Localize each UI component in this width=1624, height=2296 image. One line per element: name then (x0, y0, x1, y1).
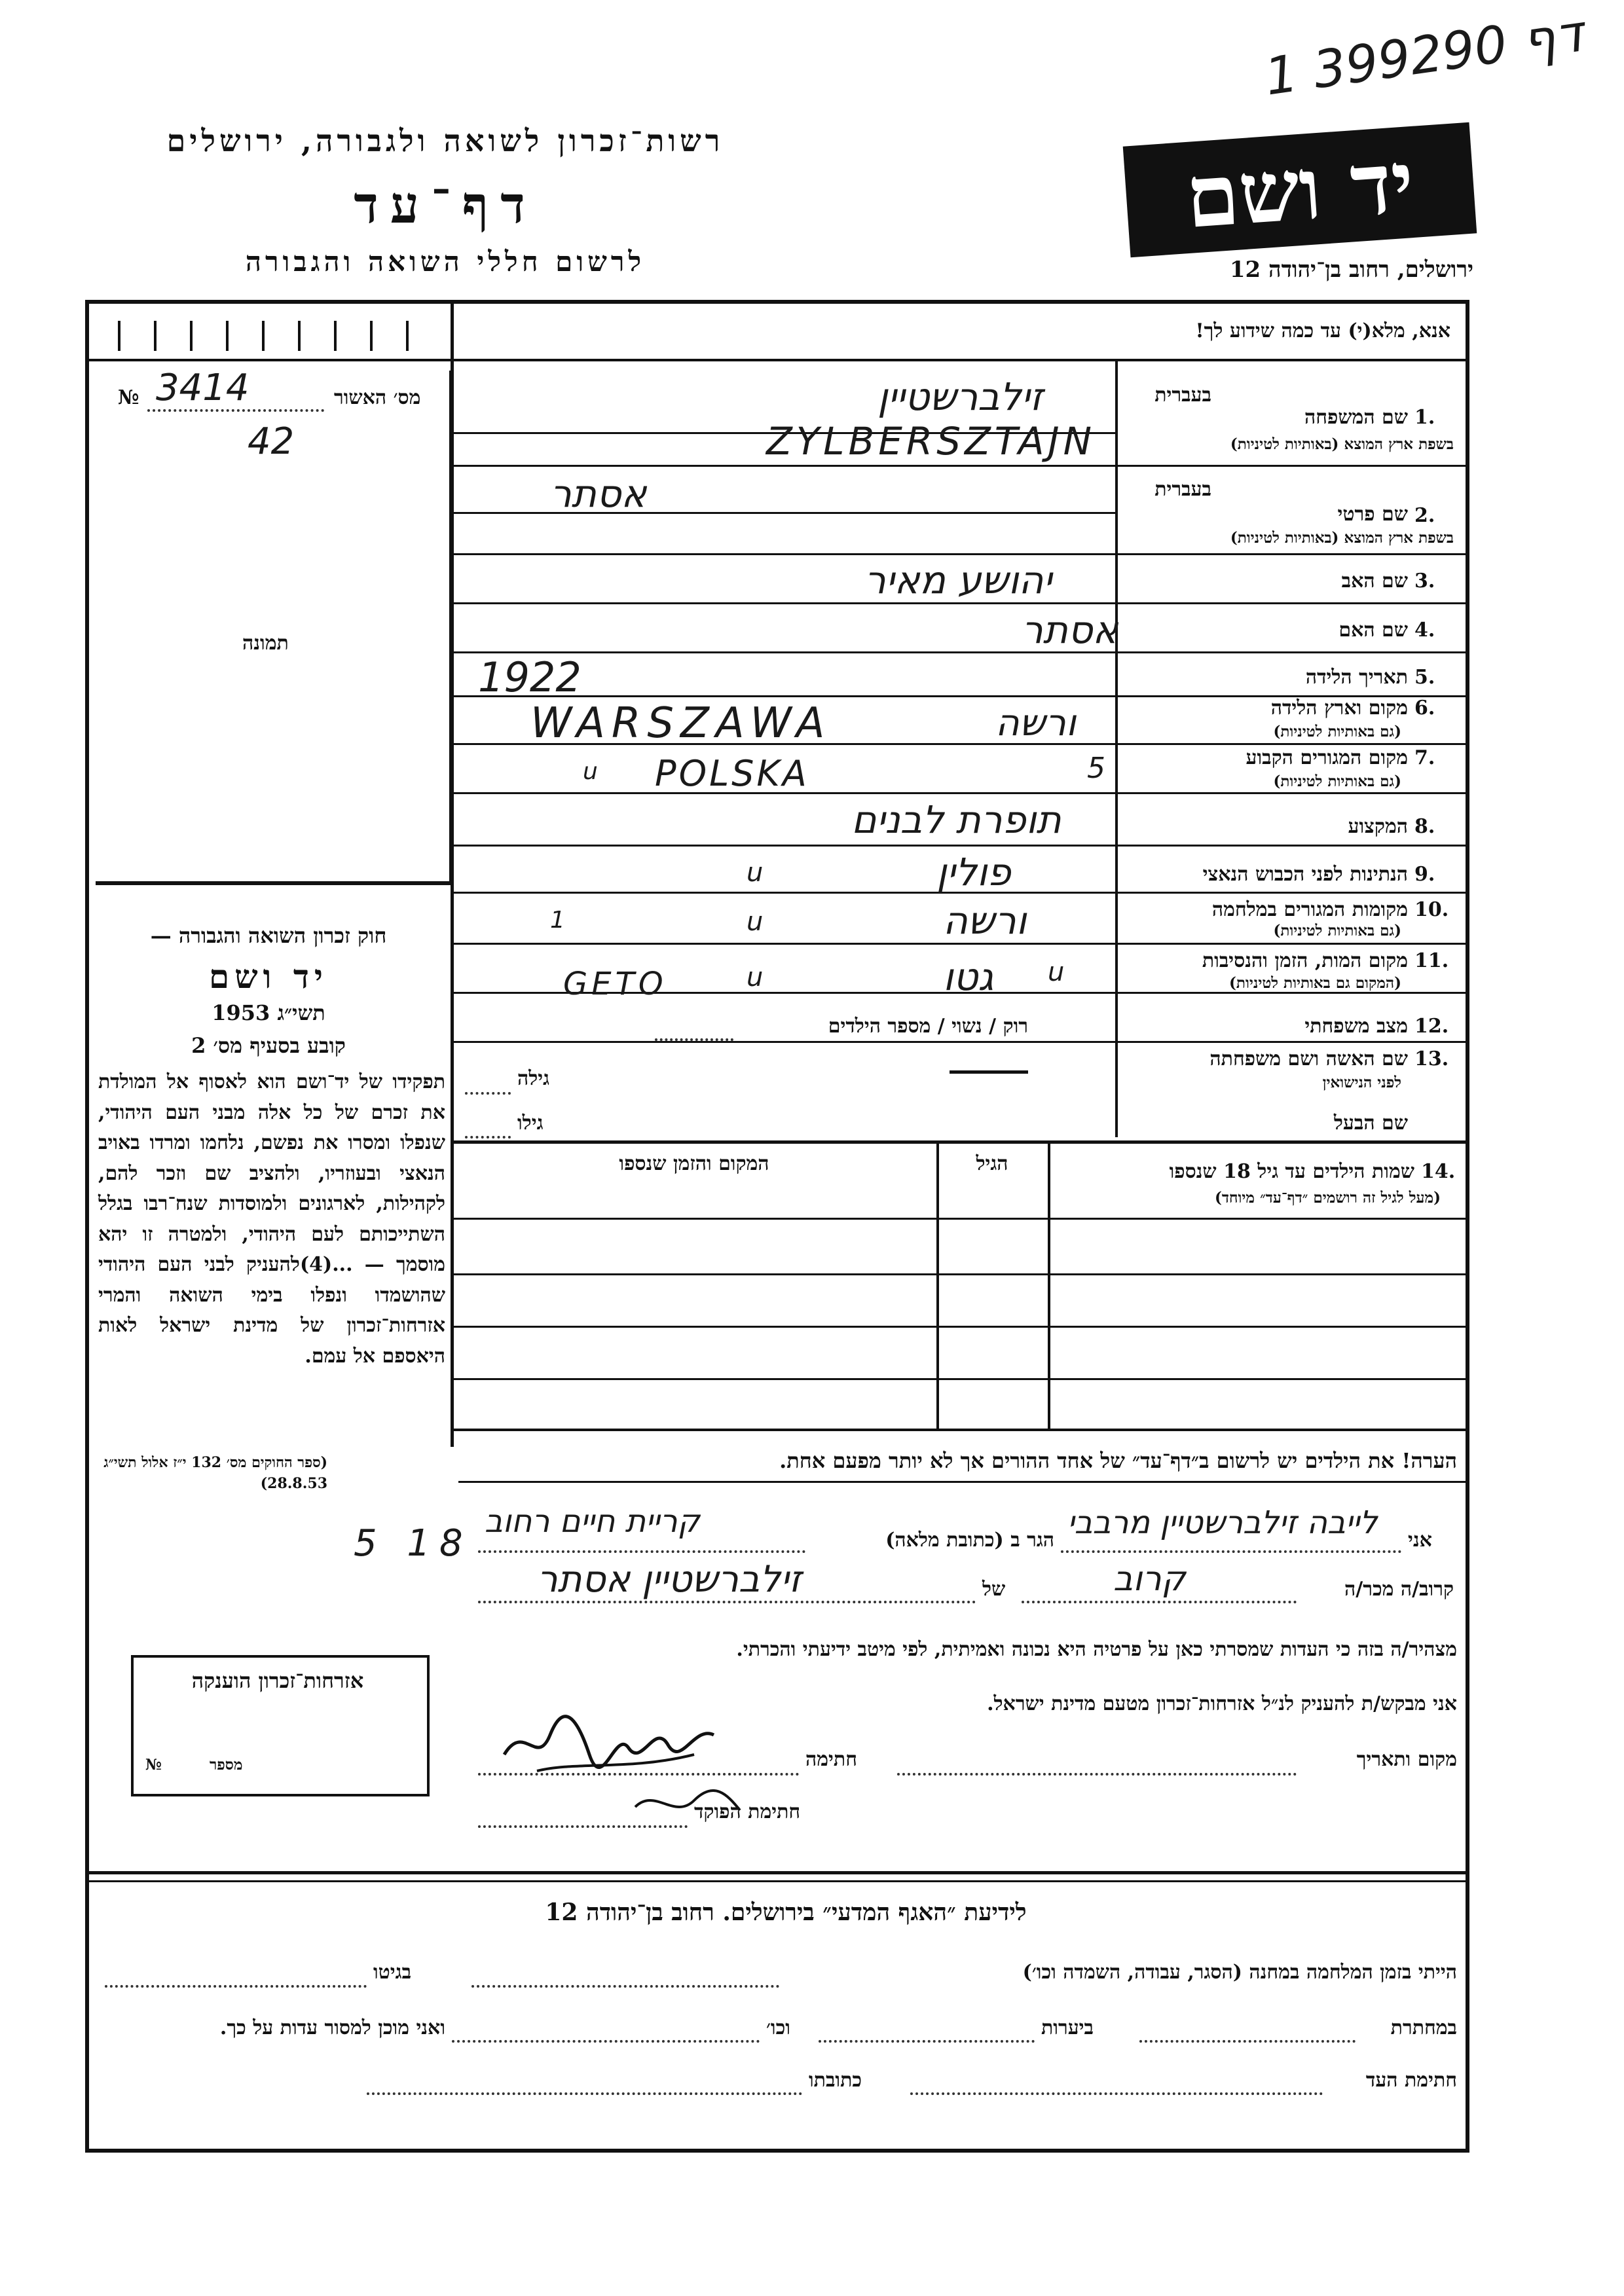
field-6-number: 6. (1414, 697, 1435, 720)
officer-signature-label: חתימת הפוקד (694, 1800, 801, 1823)
field-7-number: 7. (1414, 746, 1435, 769)
field-3-number: 3. (1414, 570, 1435, 592)
law-clause: קובע בסעיף מס׳ 2 (191, 1033, 346, 1058)
field-4-value[interactable]: אסתר (1022, 608, 1118, 652)
approval-number-label: מס׳ האשור (334, 386, 421, 409)
citizenship-box-title: אזרחות־זכרון הוענקה (191, 1668, 364, 1693)
info-address-label: כתובתו (809, 2069, 862, 2092)
field-7-value[interactable]: POLSKA (655, 753, 809, 794)
field-11-number: 11. (1414, 949, 1449, 972)
form-subtitle: לרשום חללי השואה והגבורה (245, 246, 646, 278)
children-label: שמות הילדים עד גיל 18 שנספו (1169, 1160, 1414, 1183)
field-2-value-hebrew[interactable]: אסתר (550, 471, 647, 516)
field-12-number: 12. (1414, 1015, 1449, 1038)
field-11-mark-2: u (1048, 957, 1065, 987)
field-2-latin-note: בשפת ארץ המוצא (באותיות לטיניות) (1230, 529, 1454, 547)
field-5-number: 5. (1414, 666, 1435, 689)
form-title: דף־עד (354, 175, 537, 235)
field-1-value-latin[interactable]: ZYLBERSZTAJN (766, 419, 1096, 464)
field-13-number: 13. (1414, 1048, 1449, 1070)
citizenship-number-symbol: № (145, 1756, 162, 1774)
field-11-mark: u (747, 962, 764, 993)
field-13-age-label: גילה (517, 1067, 550, 1090)
info-line-1: הייתי בזמן המלחמה במחנה (הסגר, עבודה, השמדה וכו׳) (1022, 1961, 1457, 1984)
field-6-value-hebrew[interactable]: ורשה (995, 702, 1077, 744)
declarant-address-value[interactable]: קריית חיים רחוב (485, 1503, 700, 1540)
field-1-latin-note: בשפת ארץ המוצא (באותיות לטיניות) (1230, 435, 1454, 453)
place-date-label: מקום ותאריך (1356, 1748, 1457, 1771)
field-4-label: שם האם (1338, 619, 1408, 642)
field-2-hebrew-tag: בעברית (1154, 478, 1211, 501)
field-5-label: תאריך הלידה (1305, 666, 1408, 689)
field-5-value[interactable]: 1922 (478, 653, 581, 701)
approval-number-value-2: 42 (248, 420, 295, 463)
law-year: תשי״ג 1953 (212, 1000, 325, 1025)
field-12-options: רוק / נשוי / מספר הילדים (828, 1015, 1028, 1038)
field-1-number: 1. (1414, 406, 1435, 429)
field-2-label: שם פרטי (1337, 503, 1408, 526)
document-number: 1 דף 399290 (1261, 4, 1587, 107)
children-place-col: המקום והזמן שנספו (619, 1152, 769, 1175)
children-note: (מעל לגיל זה רושמים ״דף־עד״ מיוחד) (1214, 1189, 1441, 1207)
field-8-value[interactable]: תופרת לבנים (851, 797, 1061, 842)
field-11-value-hebrew[interactable]: גטו (943, 955, 994, 999)
declarant-signature (498, 1709, 733, 1781)
field-10-mark: u (747, 907, 764, 937)
field-13-note: לפני הנישואין (1322, 1074, 1401, 1091)
photo-label: תמונה (242, 632, 289, 655)
children-number: 14. (1421, 1160, 1456, 1183)
citizenship-request: אני מבקש/ת להעניק לנ״ל אזרחות־זכרון מטעם מדינת ישראל. (987, 1692, 1457, 1715)
field-2-number: 2. (1414, 504, 1435, 527)
law-title: חוק זכרון השואה והגבורה — (150, 923, 387, 948)
field-11-value-latin[interactable]: GETO (563, 966, 667, 1002)
double-rule (85, 1871, 1467, 1874)
header-address: ירושלים, רחוב בן־יהודה 12 (1229, 257, 1473, 283)
label-column-rule (1115, 361, 1118, 1137)
field-6-note: (גם באותיות לטיניות) (1273, 723, 1401, 740)
field-10-value[interactable]: ורשה (943, 898, 1027, 943)
law-source: (ספר החוקים מס׳ 132 י״ז אלול תשי״ג 28.8.53) (103, 1454, 327, 1492)
declarant-resides-label: הגר ב (כתובת מלאה) (885, 1529, 1054, 1552)
field-13-label: שם האשה ושם משפחתה (1209, 1048, 1408, 1070)
children-age-col: הגיל (976, 1152, 1008, 1175)
field-3-value[interactable]: יהושע מאיר (864, 558, 1052, 602)
organization-line: רשות־זכרון לשואה ולגבורה, ירושלים (166, 123, 724, 158)
info-ready-label: ואני מוכן למסור עדות על כך. (219, 2016, 445, 2039)
field-1-value-hebrew[interactable]: זילברשטיין (877, 374, 1043, 419)
declarant-name-value[interactable]: לייבה זילברשטיין מרבבי (1067, 1504, 1378, 1541)
field-10-mark-2: 1 (550, 907, 565, 934)
field-7-mark-2: u (583, 758, 598, 785)
field-1-label: שם המשפחה (1304, 406, 1408, 429)
yad-vashem-logo: יד ושם (1123, 122, 1477, 258)
field-7-mark: 5 (1087, 752, 1105, 785)
info-ghetto-label: בגיטו (373, 1961, 412, 1984)
declarant-of-value[interactable]: זילברשטיין אסתר (537, 1558, 802, 1601)
husband-name-label: שם הבעל (1333, 1112, 1408, 1135)
field-4-number: 4. (1414, 619, 1435, 642)
field-10-note: (גם באותיות לטיניות) (1273, 922, 1401, 939)
declarant-address-number[interactable]: 5 18 (354, 1522, 472, 1565)
field-10-label: מקומות המגורים במלחמה (1211, 898, 1408, 921)
field-8-label: המקצוע (1348, 815, 1408, 838)
declarant-relation-value[interactable]: קרוב (1113, 1559, 1186, 1599)
info-witness-signature-label: חתימת העד (1365, 2069, 1457, 2092)
field-7-label: מקום המגורים הקבוע (1246, 746, 1408, 769)
husband-age-label: גילו (517, 1112, 544, 1135)
field-6-value-latin[interactable]: WARSZAWA (530, 699, 832, 748)
approval-number-symbol: № (118, 386, 139, 409)
children-note-line: הערה! את הילדים יש לרשום ב״דף־עד״ של אחד ההורים אך לא יותר מפעם אחת. (779, 1448, 1457, 1473)
field-9-value[interactable]: פולין (936, 850, 1011, 894)
law-text: תפקידו של יד־ושם הוא לאסוף אל המולדת את זכרם של כל אלה מבני העם היהודי, שנפלו ומסרו את נפשם, נלחמו ומרדו באויב הנאצי ובעוזריו, ולהציב שם וזכר להם, לקהילות, לארגונים ולמוסדות שנח־רבו בגלל השתייכותם לעם היהודי, ולמטרה זו יהא מוסמך — ...(4)להעניק לבני העם היהודי שהושמדו ונפלו בימי השואה והמרי אזרחות־זכרון של מדינת ישראל לאות היאספם אל עמם. (98, 1070, 445, 1368)
law-name: יד ושם (209, 957, 328, 996)
field-10-number: 10. (1414, 898, 1449, 921)
field-11-note: (המקום גם באותיות לטיניות) (1229, 974, 1401, 992)
field-7-note: (גם באותיות לטיניות) (1273, 773, 1401, 790)
info-forest-label: ביערות (1041, 2016, 1094, 2039)
info-hiding-label: במחתרת (1390, 2016, 1457, 2039)
info-etc-label: וכו׳ (766, 2016, 790, 2039)
citizenship-number-label: מספר (210, 1756, 243, 1774)
field-6-label: מקום וארץ הלידה (1270, 697, 1408, 720)
declarant-i-label: אני (1408, 1529, 1432, 1552)
field-3-label: שם האב (1341, 570, 1408, 592)
declarant-of-label: של (982, 1578, 1006, 1601)
declarant-relation-label: קרוב/ה מכר/ה (1344, 1578, 1454, 1601)
field-12-label: מצב משפחתי (1304, 1015, 1408, 1038)
declaration-text: מצהיר/ה בזה כי העדות שמסרתי כאן על פרטיה היא נכונה ואמיתית, לפי מיטב ידיעתי והכרתי. (736, 1638, 1457, 1661)
field-1-hebrew-tag: בעברית (1154, 384, 1211, 407)
field-9-mark: u (747, 858, 764, 888)
officer-signature (629, 1781, 747, 1827)
intro-instruction: אנא, מלא(י) עד כמה שידוע לך! (1195, 319, 1450, 342)
signature-label: חתימה (805, 1748, 857, 1771)
info-title: לידיעת ״האגף המדעי״ בירושלים. רחוב בן־יהודה 12 (545, 1899, 1027, 1926)
field-8-number: 8. (1414, 815, 1435, 838)
field-9-number: 9. (1414, 863, 1435, 886)
field-9-label: הנתינות לפני הכבוש הנאצי (1202, 863, 1408, 886)
field-11-label: מקום המות, הזמן והנסיבות (1202, 949, 1408, 972)
double-rule-2 (85, 1880, 1467, 1882)
approval-number-value: 3414 (156, 367, 249, 409)
